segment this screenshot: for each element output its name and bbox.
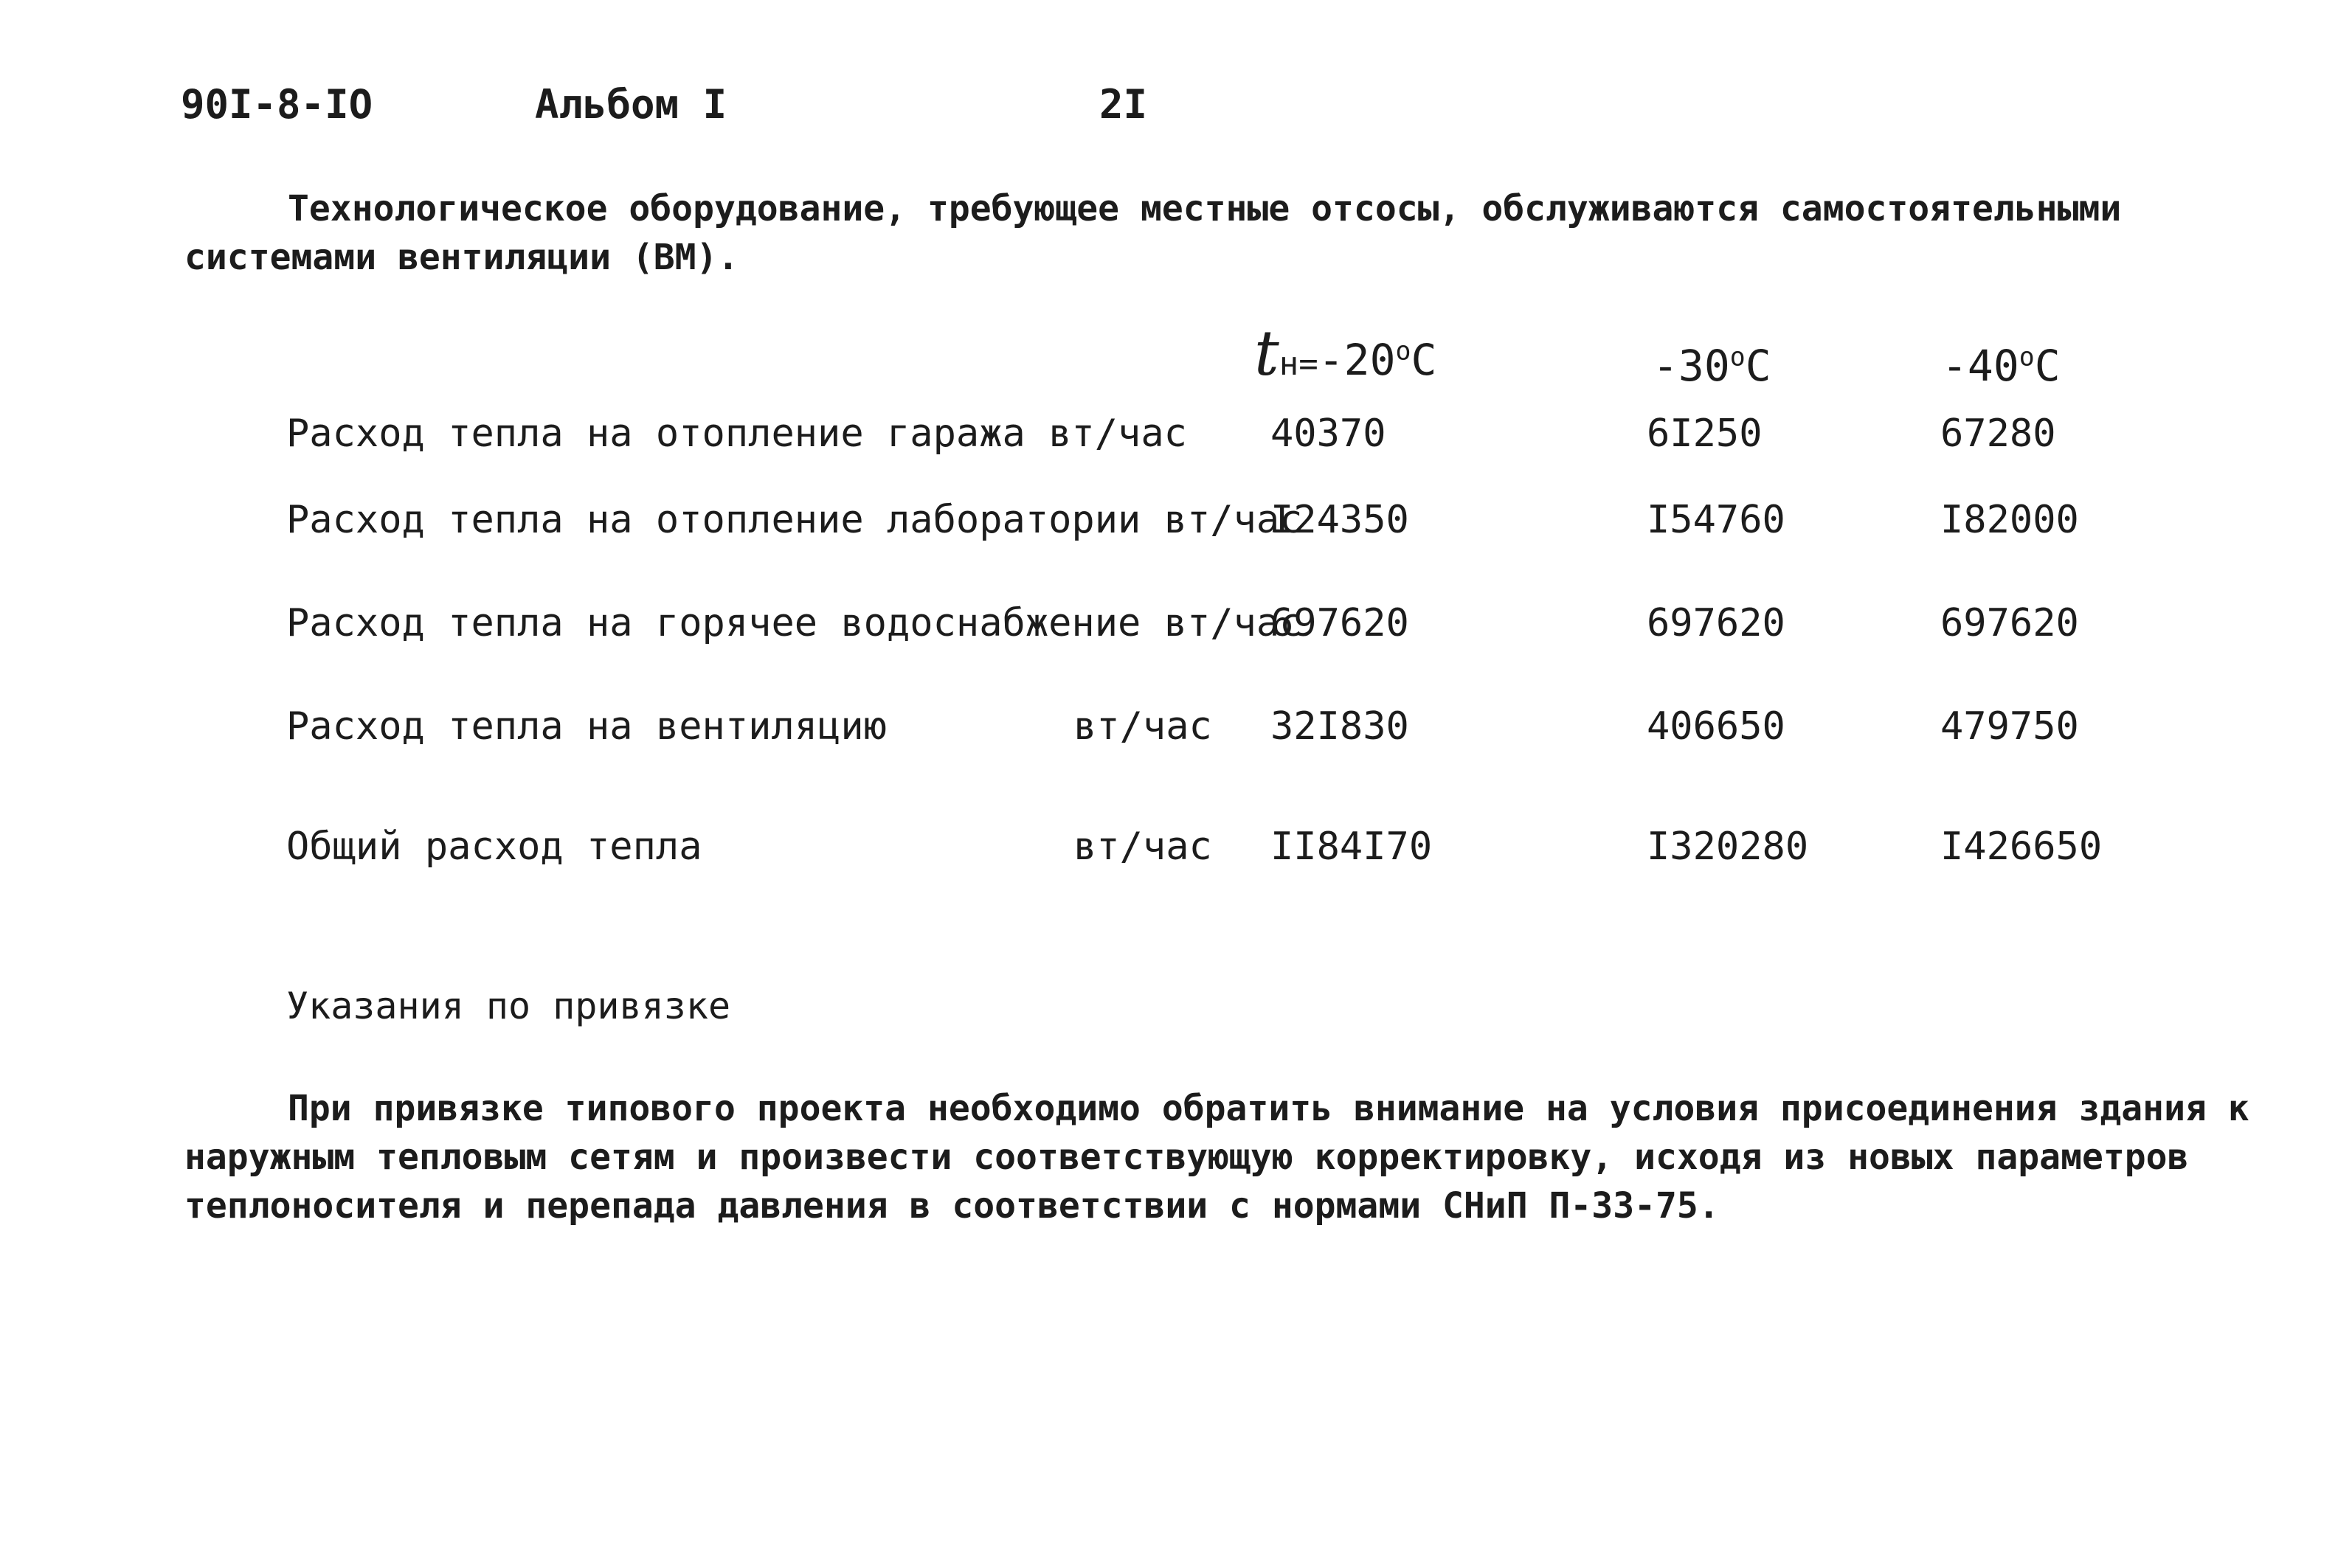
unit-celsius: C (1745, 341, 1771, 391)
degree-mark: o (2019, 342, 2035, 372)
row-value-t30: 697620 (1647, 601, 1785, 645)
col-header-value-3: -40 (1942, 341, 2019, 391)
row-label: Расход тепла на отопление гаража вт/час (286, 412, 1187, 456)
section-title: Указания по привязке (286, 985, 731, 1027)
document-code: 90I-8-IO (181, 81, 373, 128)
row-value-t20: II84I70 (1270, 825, 1433, 869)
col-header-t-minus-20 (1254, 317, 1436, 389)
row-unit: вт/час (1073, 704, 1212, 749)
intro-paragraph: Технологическое оборудование, требующее местные отсосы, обслуживаются самостоятельными системами вентиляции (ВМ). (184, 188, 2122, 278)
col-header-minus-40 (1942, 341, 2061, 391)
row-value-t40: 67280 (1940, 412, 2056, 456)
degree-mark: o (1729, 342, 1746, 372)
unit-celsius: C (1411, 335, 1437, 385)
row-unit: вт/час (1073, 825, 1212, 869)
row-label: Общий расход тепла (286, 825, 702, 869)
row-label: Расход тепла на отопление лаборатории вт/час (286, 498, 1303, 542)
degree-mark: o (1395, 336, 1411, 367)
row-label: Расход тепла на вентиляцию (286, 704, 887, 749)
temperature-subscript: н= (1279, 345, 1318, 383)
row-value-t40: I426650 (1940, 825, 2103, 869)
row-value-t40: 479750 (1940, 704, 2079, 749)
col-header-minus-30 (1653, 341, 1771, 391)
temperature-symbol: t (1254, 317, 1279, 389)
row-value-t40: 697620 (1940, 601, 2079, 645)
row-value-t30: I54760 (1647, 498, 1785, 542)
col-header-value-1: -20 (1318, 335, 1396, 385)
row-value-t40: I82000 (1940, 498, 2079, 542)
album-label: Альбом I (535, 81, 727, 128)
page-number: 2I (1099, 81, 1148, 128)
row-value-t30: 406650 (1647, 704, 1785, 749)
row-label: Расход тепла на горячее водоснабжение вт/час (286, 601, 1303, 645)
row-value-t20: I24350 (1270, 498, 1409, 542)
row-value-t30: 6I250 (1647, 412, 1763, 456)
row-value-t20: 40370 (1270, 412, 1386, 456)
col-header-value-2: -30 (1653, 341, 1730, 391)
row-value-t20: 697620 (1270, 601, 1409, 645)
row-value-t20: 32I830 (1270, 704, 1409, 749)
unit-celsius: C (2034, 341, 2061, 391)
binding-paragraph: При привязке типового проекта необходимо обратить внимание на условия присоединения здания к наружным тепловым сетям и произвести соответствующую корректировку, исходя из новых параметров теплоносителя и перепада давления в соответствии с нормами СНиП П-33-75. (184, 1088, 2249, 1227)
row-value-t30: I320280 (1647, 825, 1809, 869)
